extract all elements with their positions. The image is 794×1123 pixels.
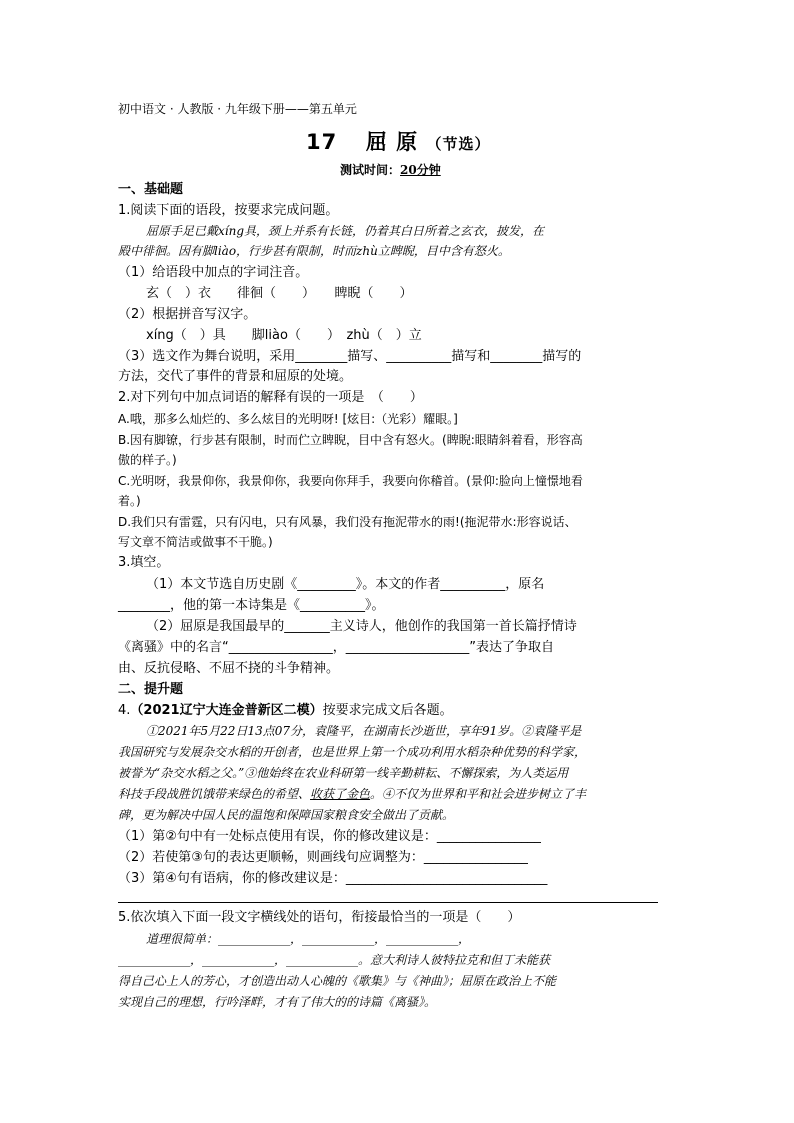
title-number: 17 <box>306 130 338 154</box>
q1-passage-line2: 殿中徘徊。因有脚liào，行步甚有限制，时而zhù立睥睨，目中含有怒火。 <box>118 244 510 258</box>
q1-sub3-line2: 方法，交代了事件的背景和屈原的处境。 <box>118 369 353 384</box>
q2-option-b-line2: 傲的样子。) <box>118 453 177 467</box>
q4-passage-line2: 我国研究与发展杂交水稻的开创者，也是世界上第一个成功利用水稻杂种优势的科学家， <box>118 745 587 759</box>
q4-source: （2021辽宁大连金普新区二模） <box>130 703 323 718</box>
q4-underlined-phrase: 收获了金色 <box>310 787 371 801</box>
q4-passage-line3: 被誉为“杂交水稻之父。”③他始终在农业科研第一线辛勤耕耘、不懈探索，为人类运用 <box>118 766 569 780</box>
section-basic: 一、基础题 <box>118 182 184 197</box>
q1-stem: 1.阅读下面的语段，按要求完成问题。 <box>118 203 339 218</box>
q4-passage-line4 <box>118 785 586 802</box>
q3-sub1-line2: ________，他的第一本诗集是《__________》。 <box>118 598 385 613</box>
q1-sub2: （2）根据拼音写汉字。 <box>118 307 257 322</box>
test-time <box>340 160 441 180</box>
q3-sub1-line1: （1）本文节选自历史剧《_________》。本文的作者__________，原名 <box>146 577 545 592</box>
header-breadcrumb: 初中语文 · 人教版 · 九年级下册——第五单元 <box>118 102 357 116</box>
q5-passage-line1: 道理很简单：____________，____________，____________， <box>146 932 471 946</box>
q5-passage-line3: 得自己心上人的芳心，才创造出动人心魄的《歌集》与《神曲》；屈原在政治上不能 <box>118 974 557 988</box>
q2-option-c-line1: C.光明呀，我景仰你，我景仰你，我要向你拜手，我要向你稽首。(景仰:脸向上憧憬地看 <box>118 474 583 488</box>
q4-answer-line <box>118 902 658 903</box>
q4-sub1: （1）第②句中有一处标点使用有误，你的修改建议是：________________ <box>118 829 541 844</box>
q2-option-d-line1: D.我们只有雷霆，只有闪电，只有风暴，我们没有拖泥带水的雨!(拖泥带水:形容说话、 <box>118 515 577 529</box>
test-time-label: 测试时间： <box>340 163 401 177</box>
q3-sub2-line2: 《离骚》中的名言“________________，___________________”表达了争取自 <box>118 640 554 655</box>
q2-option-c-line2: 着。) <box>118 494 141 508</box>
q4-passage-line4-a: 科技手段战胜饥饿带来绿色的希望、 <box>118 787 311 801</box>
q2-option-a: A.哦，那多么灿烂的、多么炫目的光明呀! [炫目:（光彩）耀眼。] <box>118 412 458 426</box>
q4-passage-line5: 碑，更为解决中国人民的温饱和保障国家粮食安全做出了贡献。 <box>118 808 455 822</box>
q4-number: 4. <box>118 703 131 718</box>
q1-sub2-items: xíng（ ）具 脚liào（ ） zhù（ ）立 <box>146 328 422 343</box>
q3-sub2-line3: 由、反抗侵略、不屈不挠的斗争精神。 <box>118 661 340 676</box>
title-sub: （节选） <box>426 135 491 153</box>
section-advanced: 二、提升题 <box>118 682 184 697</box>
page-title <box>306 126 491 156</box>
q4-stem <box>118 701 453 721</box>
q4-sub3: （3）第④句有语病，你的修改建议是：_______________________________ <box>118 871 548 886</box>
q4-passage-line4-b: 。④不仅为世界和平和社会进步树立了丰 <box>370 787 587 801</box>
title-name: 屈 原 <box>365 130 419 154</box>
q1-sub1: （1）给语段中加点的字词注音。 <box>118 265 309 280</box>
q2-option-b-line1: B.因有脚镣，行步甚有限制，时而伫立睥睨，目中含有怒火。(睥睨:眼睛斜着看，形容高 <box>118 433 583 447</box>
q2-stem: 2.对下列句中加点词语的解释有误的一项是 （ ） <box>118 390 423 405</box>
q5-passage-line2: ____________，____________，____________。意大利诗人彼特拉克和但丁未能获 <box>118 953 551 967</box>
q3-stem: 3.填空。 <box>118 555 170 570</box>
q4-sub2: （2）若使第③句的表达更顺畅，则画线句应调整为：________________ <box>118 850 528 865</box>
q5-stem: 5.依次填入下面一段文字横线处的语句，衔接最恰当的一项是（ ） <box>118 910 521 925</box>
q1-sub1-items: 玄（ ）衣 徘徊（ ） 睥睨（ ） <box>146 286 413 301</box>
test-time-value: 20分钟 <box>400 163 441 177</box>
q3-sub2-line1: （2）屈原是我国最早的_______主义诗人，他创作的我国第一首长篇抒情诗 <box>146 619 577 634</box>
q4-passage-line1: ①2021年5月22日13点07分，袁隆平，在湖南长沙逝世，享年91岁。②袁隆平是 <box>146 724 582 738</box>
q2-option-d-line2: 写文章不简洁或做事不干脆。) <box>118 535 273 549</box>
q1-sub3-line1: （3）选文作为舞台说明，采用________描写、__________描写和________描写的 <box>118 349 582 364</box>
q1-passage-line1: 屈原手足已戴xíng具，颈上并系有长链，仍着其白日所着之玄衣，披发，在 <box>146 224 545 238</box>
q5-passage-line4: 实现自己的理想，行吟泽畔，才有了伟大的的诗篇《离骚》。 <box>118 995 437 1009</box>
q4-instruction: 按要求完成文后各题。 <box>322 703 453 718</box>
